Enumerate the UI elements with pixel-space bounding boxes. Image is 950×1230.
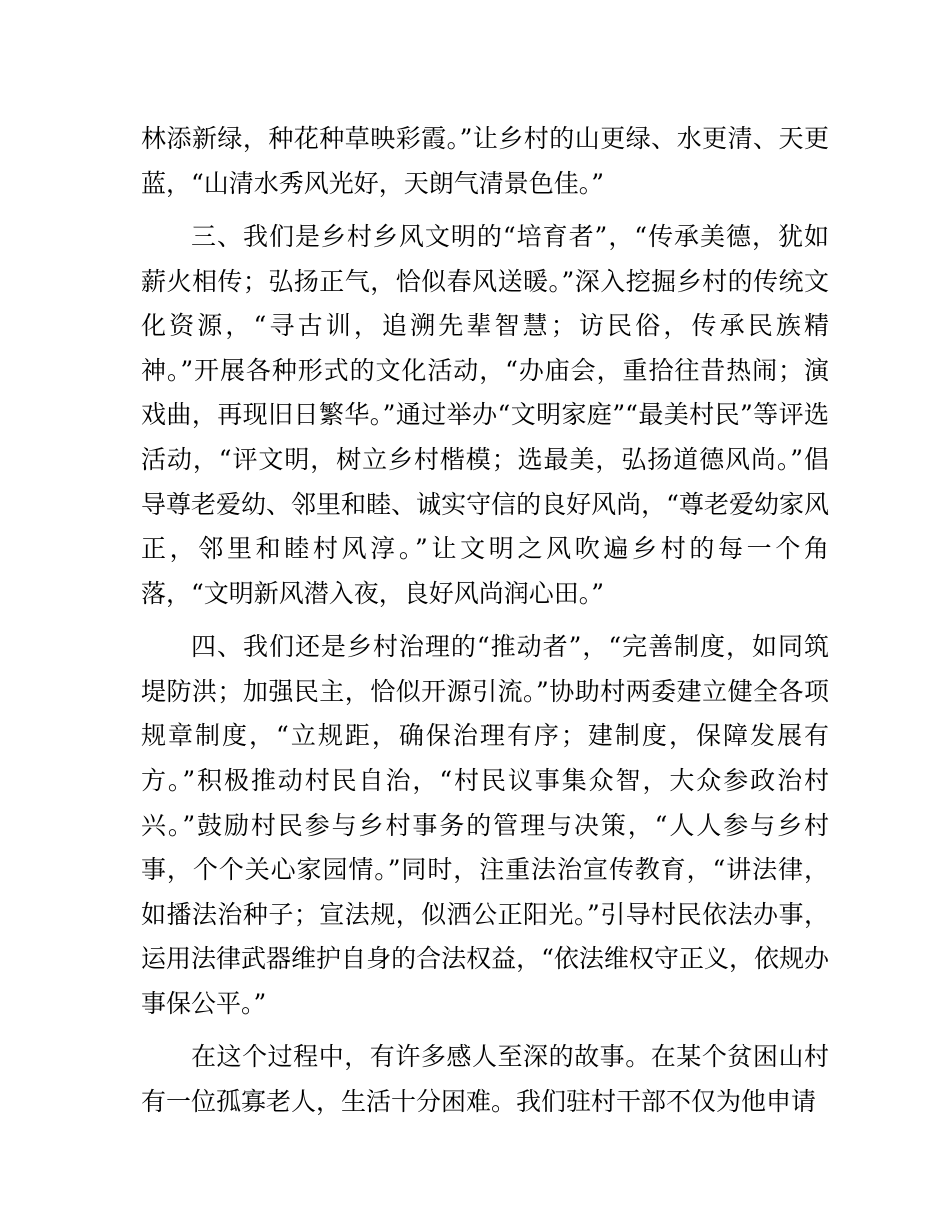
paragraph-continuation: 林添新绿，种花种草映彩霞。”让乡村的山更绿、水更清、天更蓝，“山清水秀风光好，天朗气清景色佳。” bbox=[141, 124, 829, 198]
paragraph-story: 在这个过程中，有许多感人至深的故事。在某个贫困山村有一位孤寡老人，生活十分困难。我们驻村干部不仅为他申请 bbox=[141, 1042, 829, 1116]
paragraph-section-three: 三、我们是乡村乡风文明的“培育者”，“传承美德，犹如薪火相传；弘扬正气，恰似春风送暖。”深入挖掘乡村的传统文化资源，“寻古训，追溯先辈智慧；访民俗，传承民族精神。”开展各种形式的文化活动，“办庙会，重拾往昔热闹；演戏曲，再现旧日繁华。”通过举办“文明家庭”“最美村民”等评选活动，“评文明，树立乡村楷模；选最美，弘扬道德风尚。”倡导尊老爱幼、邻里和睦、诚实守信的良好风尚，“尊老爱幼家风正，邻里和睦村风淳。”让文明之风吹遍乡村的每一个角落，“文明新风潜入夜，良好风尚润心田。” bbox=[141, 221, 829, 608]
paragraph-section-four: 四、我们还是乡村治理的“推动者”，“完善制度，如同筑堤防洪；加强民主，恰似开源引流。”协助村两委建立健全各项规章制度，“立规距，确保治理有序；建制度，保障发展有方。”积极推动村民自治，“村民议事集众智，大众参政治村兴。”鼓励村民参与乡村事务的管理与决策，“人人参与乡村事，个个关心家园情。”同时，注重法治宣传教育，“讲法律，如播法治种子；宣法规，似洒公正阳光。”引导村民依法办事，运用法律武器维护自身的合法权益，“依法维权守正义，依规办事保公平。” bbox=[141, 632, 829, 1018]
document-body bbox=[141, 117, 829, 1133]
